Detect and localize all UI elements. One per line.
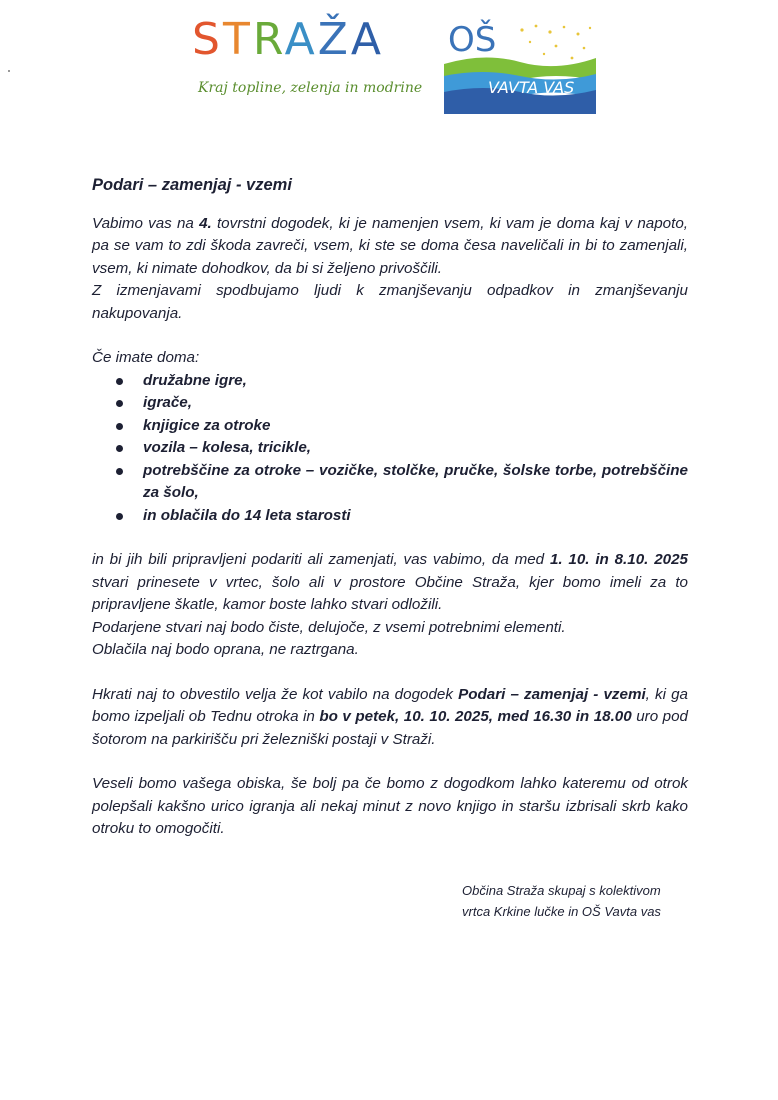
logo-letter: S <box>192 14 223 65</box>
list-item: knjigice za otroke <box>116 415 688 438</box>
list-item: igrače, <box>116 392 688 415</box>
collection-line2: Podarjene stvari naj bodo čiste, delujoče, z vsemi potrebnimi elementi. <box>92 618 566 636</box>
intro-text: Vabimo vas na <box>92 214 200 232</box>
list-intro: Če imate doma: <box>92 349 200 366</box>
closing-paragraph: Veseli bomo vašega obiska, še bolj pa če bomo z dogodkom lahko kateremu od otrok polepšali kakšno urico igranja ali nekaj minut z novo knjigo in staršu izbrisali skrb kako otroku to omogočiti. <box>92 775 688 837</box>
list-item: in oblačila do 14 leta starosti <box>116 505 688 528</box>
collection-paragraph <box>92 549 688 617</box>
list-item: družabne igre, <box>116 370 688 393</box>
collection-dates: 1. 10. in 8.10. 2025 <box>549 551 688 568</box>
logo-letter: A <box>350 14 384 65</box>
collection-text: stvari prinesete v vrtec, šolo ali v prostore Občine Straža, kjer bomo imeli za to pripravljene škatle, kamor boste lahko stvari odložili. <box>92 573 688 613</box>
document-body <box>92 174 688 841</box>
straza-logo-wordmark <box>192 14 442 65</box>
intro-bold: 4. <box>199 214 212 232</box>
event-datetime: bo v petek, 10. 10. 2025, med 16.30 in 18.00 <box>319 708 632 725</box>
list-item: potrebščine za otroke – vozičke, stolčke, pručke, šolske torbe, potrebščine za šolo, <box>116 460 688 505</box>
os-vavta-vas-logo <box>444 18 596 114</box>
event-text: , ki ga bomo izpeljali ob Tednu otroka in <box>92 685 688 725</box>
straza-logo-tagline: Kraj topline, zelenja in modrine <box>198 80 423 96</box>
list-item: vozila – kolesa, tricikle, <box>116 437 688 460</box>
event-text: uro pod šotorom na parkirišču pri železniški postaji v Straži. <box>92 708 688 748</box>
os-logo-subtitle: VAVTA VAS <box>488 78 575 97</box>
scan-speck <box>8 70 10 72</box>
event-paragraph <box>92 684 688 752</box>
signature-line1: Občina Straža skupaj s kolektivom <box>462 883 661 898</box>
collection-line3: Oblačila naj bodo oprana, ne raztrgana. <box>92 641 359 658</box>
items-list <box>92 370 688 528</box>
signature-line2: vrtca Krkine lučke in OŠ Vavta vas <box>462 904 661 919</box>
os-logo-title: OŠ <box>448 20 497 60</box>
logo-letter: Ž <box>317 14 351 65</box>
intro-line2: Z izmenjavami spodbujamo ljudi k zmanjševanju odpadkov in zmanjševanju nakupovanja. <box>92 282 688 322</box>
event-text: Hkrati naj to obvestilo velja že kot vabilo na dogodek <box>92 685 459 703</box>
document-title: Podari – zamenjaj - vzemi <box>92 176 292 194</box>
intro-text: tovrstni dogodek, ki je namenjen vsem, ki vam je doma kaj v napoto, pa se vam to zdi škoda zavreči, vsem, ki ste se doma česa naveličali in bi to zamenjali, vsem, ki nimate dohodkov, da bi si željeno privoščili. <box>92 214 688 277</box>
logo-letter: T <box>222 14 253 65</box>
event-name: Podari – zamenjaj - vzemi <box>458 685 646 703</box>
logo-letter: R <box>252 14 285 65</box>
signature <box>462 880 661 922</box>
collection-text: in bi jih bili pripravljeni podariti ali zamenjati, vas vabimo, da med <box>92 551 550 568</box>
logo-letter: A <box>284 14 318 65</box>
intro-paragraph <box>92 213 688 281</box>
straza-logo <box>192 14 442 108</box>
